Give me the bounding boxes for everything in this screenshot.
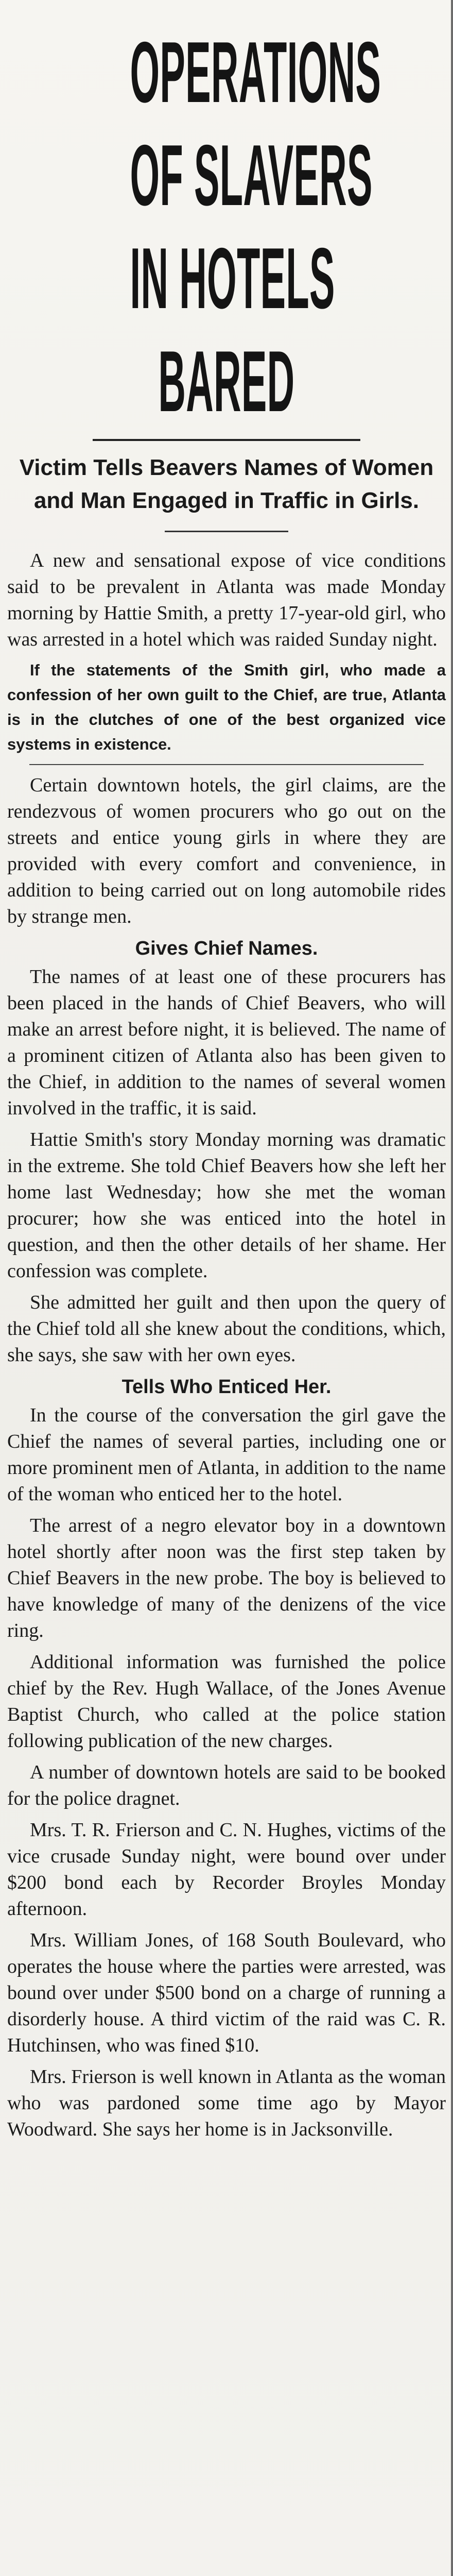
lead-paragraph: A new and sensational expose of vice conditions said to be prevalent in Atlanta was made Monday morning by Hattie Smith, a pretty 17-year-old girl, who was arrested in a hotel which was raided Sunday night. — [7, 550, 446, 650]
paragraph-10: Mrs. William Jones, of 168 South Boulevard, who operates the house where the parties were arrested, was bound over under $500 bond on a charge of running a disorderly house. A third victim of the raid was C. R. Hutchinsen, who was fined $10. — [7, 1929, 446, 2056]
headline-line-3: IN HOTELS — [130, 230, 335, 327]
paragraph-7: Additional information was furnished the police chief by the Rev. Hugh Wallace, of the Jones Avenue Baptist Church, who called at the police station following publication of the new charges. — [7, 1651, 446, 1752]
crosshead-tells-who-enticed-her: Tells Who Enticed Her. — [121, 1376, 332, 1398]
headline — [7, 21, 446, 433]
article-body — [7, 548, 446, 2143]
subheadline: Victim Tells Beavers Names of Women and Man Engaged in Traffic in Girls. — [19, 455, 434, 513]
paragraph-11: Mrs. Frierson is well known in Atlanta as the woman who was pardoned some time ago by Mayor Woodward. She says her home is in Jacksonville. — [7, 2066, 446, 2140]
headline-line-4: BARED — [158, 333, 295, 430]
paragraph-8: A number of downtown hotels are said to be booked for the police dragnet. — [7, 1761, 446, 1809]
paragraph-9: Mrs. T. R. Frierson and C. N. Hughes, victims of the vice crusade Sunday night, were bound over under $200 bond each by Recorder Broyles Monday afternoon. — [7, 1819, 446, 1920]
headline-line-1: OPERATIONS — [130, 24, 381, 121]
paragraph-3: Hattie Smith's story Monday morning was dramatic in the extreme. She told Chief Beavers how she left her home last Wednesday; how she met the woman procurer; how she was enticed into the hotel in question, and then the other details of her shame. Her confession was complete. — [7, 1129, 446, 1282]
paragraph-divider — [29, 764, 424, 765]
paragraph-2: The names of at least one of these procurers has been placed in the hands of Chief Beavers, who will make an arrest before night, it is believed. The name of a prominent citizen of Atlanta also has been given to the Chief, in addition to the names of several women involved in the traffic, it is said. — [7, 966, 446, 1119]
paragraph-4: She admitted her guilt and then upon the query of the Chief told all she knew about the conditions, which, she says, she saw with her own eyes. — [7, 1292, 446, 1366]
bold-paragraph: If the statements of the Smith girl, who made a confession of her own guilt to the Chief, are true, Atlanta is in the clutches of one of the best organized vice systems in existence. — [7, 661, 446, 753]
column-rule — [451, 0, 453, 2576]
subhead-divider — [165, 531, 288, 532]
crosshead-gives-chief-names: Gives Chief Names. — [135, 938, 318, 959]
paragraph-1: Certain downtown hotels, the girl claims, are the rendezvous of women procurers who go out on the streets and entice young girls in where they are provided with every comfort and convenience, in addition to being carried out on long automobile rides by strange men. — [7, 774, 446, 927]
paragraph-6: The arrest of a negro elevator boy in a downtown hotel shortly after noon was the first step taken by Chief Beavers in the new probe. The boy is believed to have knowledge of many of the denizens of the vice ring. — [7, 1515, 446, 1641]
headline-line-2: OF SLAVERS — [130, 127, 373, 224]
headline-divider — [93, 439, 360, 441]
paragraph-5: In the course of the conversation the girl gave the Chief the names of several parties, including one or more prominent men of Atlanta, in addition to the name of the woman who enticed her to the hotel. — [7, 1404, 446, 1505]
